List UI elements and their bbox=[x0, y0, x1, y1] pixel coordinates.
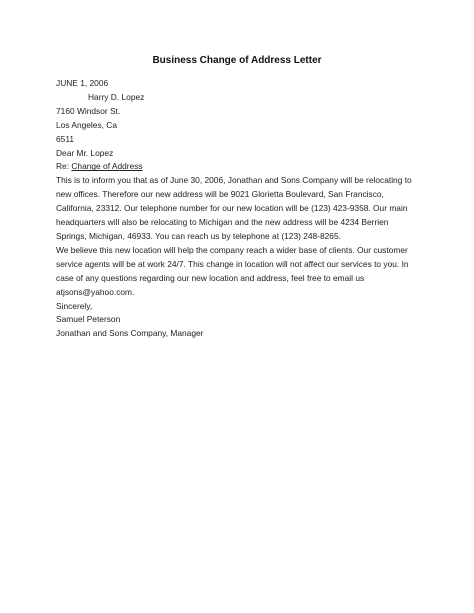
recipient-zip: 6511 bbox=[56, 133, 75, 144]
salutation: Dear Mr. Lopez bbox=[56, 147, 114, 158]
recipient-name: Harry D. Lopez bbox=[88, 91, 145, 102]
letter-body bbox=[56, 77, 416, 341]
signer-name: Samuel Peterson bbox=[56, 314, 121, 325]
subject-text: Change of Address bbox=[71, 161, 143, 172]
paragraph-1: This is to inform you that as of June 30, 2006, Jonathan and Sons Company will be relocating to new offices. Therefore our new address will be 9021 Glorietta Boulevard, San Francisco, California, 23312. Our telephone number for our new location will be (123) 423-9358. Our main headquarters will also be relocating to Michigan and the new address will be 4234 Berrien Springs, Michigan, 46933. You can reach us by telephone at (123) 248-8265. bbox=[56, 175, 412, 241]
signer-title: Jonathan and Sons Company, Manager bbox=[56, 328, 204, 339]
subject-prefix: Re: bbox=[56, 161, 72, 172]
letter-date: JUNE 1, 2006 bbox=[56, 78, 109, 88]
recipient-street: 7160 Windsor St. bbox=[56, 105, 121, 116]
paragraph-2-end: . bbox=[132, 286, 135, 297]
subject-line bbox=[56, 160, 416, 174]
closing: Sincerely, bbox=[56, 300, 93, 311]
document-title: Business Change of Address Letter bbox=[152, 55, 322, 66]
email-link[interactable]: jsons@yahoo.com bbox=[63, 286, 133, 297]
paragraph-2-text: We believe this new location will help the company reach a wider base of clients. Our customer service agents will be at work 24/7. This change in location will not affect our services to you. In case of any questions regarding our new location and address, feel free to email us at bbox=[56, 244, 409, 297]
recipient-city-state: Los Angeles, Ca bbox=[56, 119, 117, 130]
paragraph-2 bbox=[56, 244, 416, 300]
